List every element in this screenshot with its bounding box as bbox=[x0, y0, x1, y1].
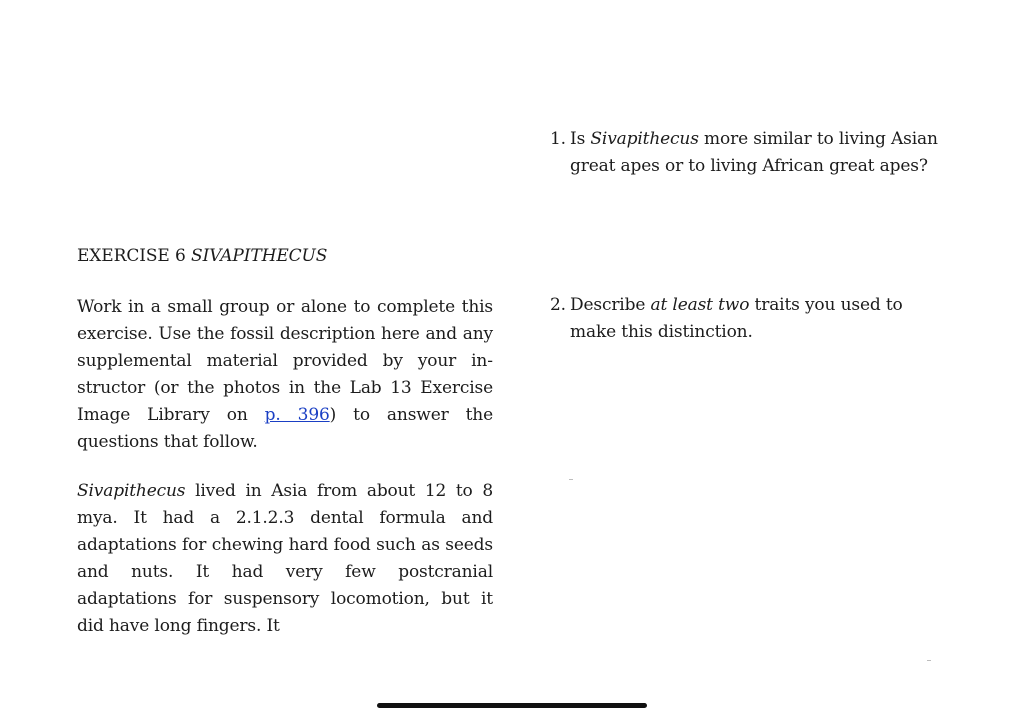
question-2-text bbox=[570, 292, 950, 346]
question-2 bbox=[550, 292, 950, 346]
instructions-text-start: Work in a small group or alone to complete this exercise. Use the fossil description here and any supplemental material provided by your instructor (or the photos in the Lab 13 Exercise Image Library on bbox=[77, 297, 493, 425]
question-2-number: 2. bbox=[550, 295, 566, 315]
exercise-heading bbox=[77, 244, 493, 268]
question-2-italic: at least two bbox=[650, 295, 750, 315]
question-1-text-start: Is bbox=[570, 129, 591, 149]
exercise-instructions bbox=[77, 294, 493, 456]
instructions-text-end: ) to answer the questions that follow. bbox=[77, 405, 493, 452]
home-indicator-bar[interactable] bbox=[377, 703, 647, 708]
fossil-description-text: lived in Asia from about 12 to 8 mya. It had a 2.1.2.3 dental formula and adaptations for chewing hard food such as seeds and nuts. It had very few postcranial adaptations for suspensory locomotion, but it did have long fingers. It bbox=[77, 481, 493, 636]
exercise-heading-prefix: EXERCISE 6 bbox=[77, 246, 186, 266]
question-1-italic: Sivapithecus bbox=[590, 129, 699, 149]
scan-speck bbox=[569, 479, 573, 480]
question-2-text-start: Describe bbox=[570, 295, 651, 315]
question-1-number: 1. bbox=[550, 129, 566, 149]
question-2-text-end: traits you used to make this distinction. bbox=[570, 295, 903, 342]
scan-speck bbox=[927, 660, 931, 661]
fossil-name: Sivapithecus bbox=[77, 481, 186, 501]
question-1 bbox=[550, 126, 950, 180]
question-1-text-end: more similar to living Asian great apes or to living African great apes? bbox=[570, 129, 938, 176]
exercise-heading-title: SIVAPITHECUS bbox=[191, 246, 328, 266]
fossil-description bbox=[77, 478, 493, 640]
exercise-column bbox=[77, 244, 493, 640]
question-1-text bbox=[570, 126, 950, 180]
page-396-link[interactable]: p. 396 bbox=[264, 405, 330, 425]
